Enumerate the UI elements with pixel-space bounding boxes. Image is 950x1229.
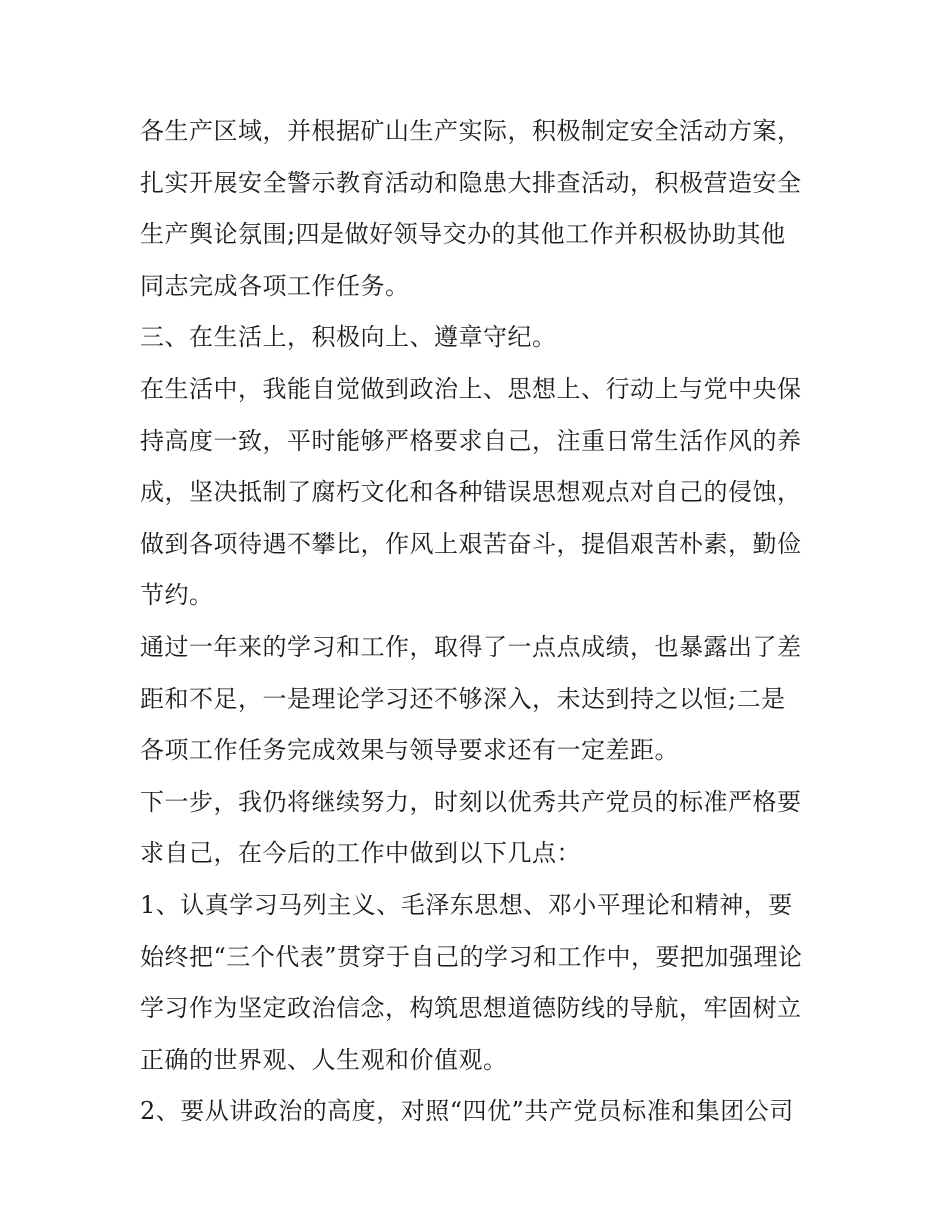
text-line: 同志完成各项工作任务。 bbox=[140, 271, 410, 300]
text-line: 距和不足，一是理论学习还不够深入，未达到持之以恒;二是 bbox=[140, 684, 786, 713]
text-line: 做到各项待遇不攀比，作风上艰苦奋斗，提倡艰苦朴素，勤俭 bbox=[140, 529, 802, 558]
text-line: 扎实开展安全警示教育活动和隐患大排查活动，积极营造安全 bbox=[140, 168, 802, 197]
text-line: 下一步，我仍将继续努力，时刻以优秀共产党员的标准严格要 bbox=[140, 787, 802, 816]
text-line: 通过一年来的学习和工作，取得了一点点成绩，也暴露出了差 bbox=[140, 632, 802, 661]
text-line: 各项工作任务完成效果与领导要求还有一定差距。 bbox=[140, 736, 679, 765]
text-line: 持高度一致，平时能够严格要求自己，注重日常生活作风的养 bbox=[140, 426, 802, 455]
text-line: 始终把“三个代表”贯穿于自己的学习和工作中，要把加强理论 bbox=[140, 942, 803, 971]
text-line: 在生活中，我能自觉做到政治上、思想上、行动上与党中央保 bbox=[140, 374, 802, 403]
list-item-2: 2、要从讲政治的高度，对照“四优”共产党员标准和集团公司 bbox=[140, 1097, 794, 1126]
list-item-1: 1、认真学习马列主义、毛泽东思想、邓小平理论和精神，要 bbox=[140, 890, 793, 919]
text-line: 生产舆论氛围;四是做好领导交办的其他工作并积极协助其他 bbox=[140, 220, 786, 249]
text-line: 求自己，在今后的工作中做到以下几点： bbox=[140, 839, 581, 868]
text-line: 学习作为坚定政治信念，构筑思想道德防线的导航，牢固树立 bbox=[140, 994, 802, 1023]
text-line: 节约。 bbox=[140, 581, 214, 610]
text-line: 成，坚决抵制了腐朽文化和各种错误思想观点对自己的侵蚀， bbox=[140, 478, 802, 507]
document-body bbox=[140, 106, 830, 1138]
section-heading: 三、在生活上，积极向上、遵章守纪。 bbox=[140, 323, 557, 352]
text-line: 正确的世界观、人生观和价值观。 bbox=[140, 1045, 508, 1074]
text-line: 各生产区域，并根据矿山生产实际，积极制定安全活动方案， bbox=[140, 117, 802, 145]
